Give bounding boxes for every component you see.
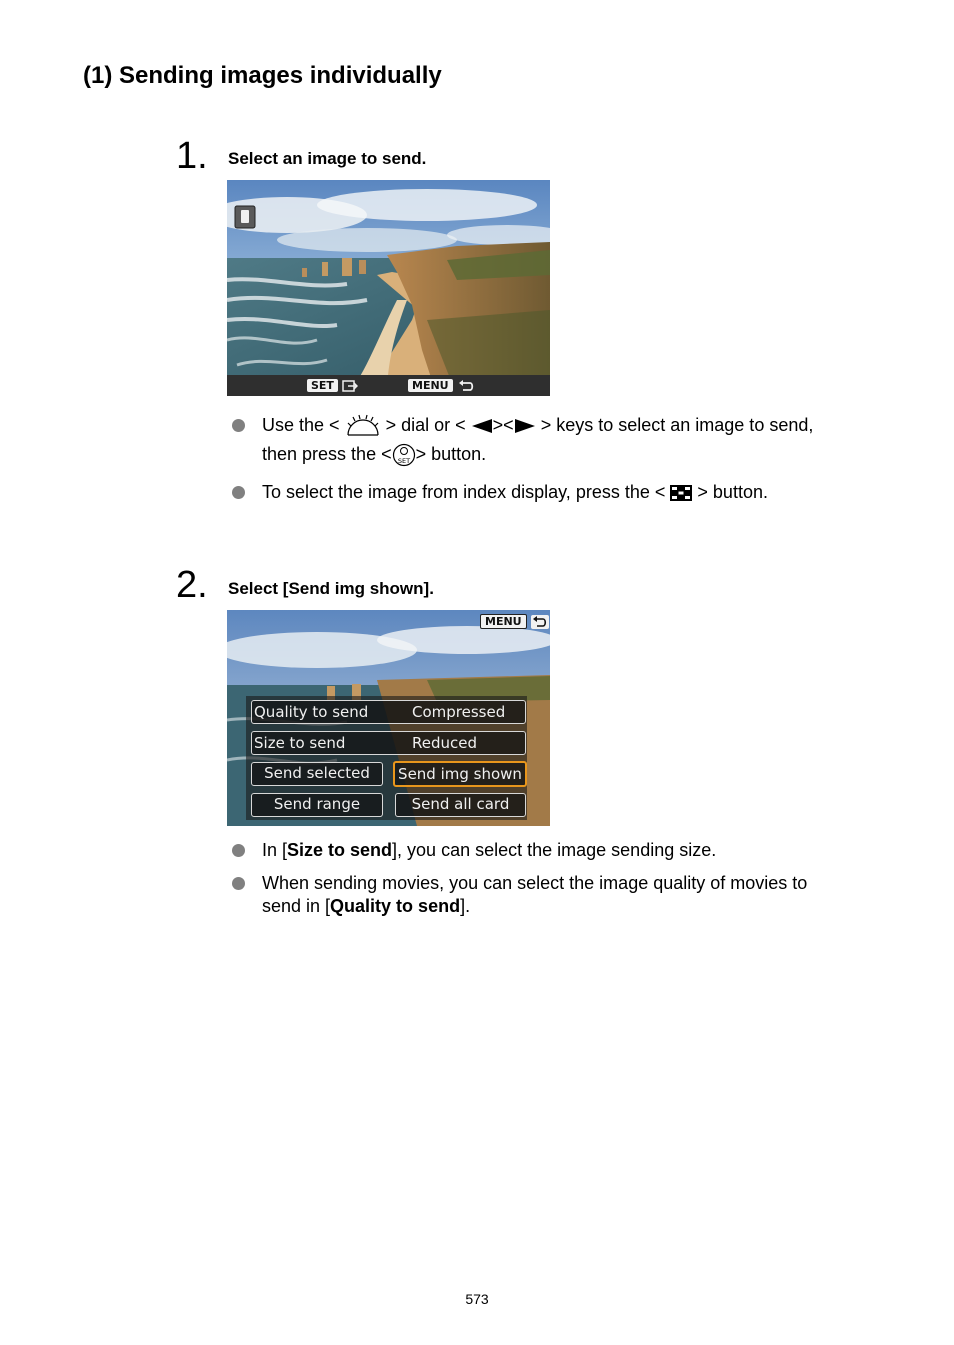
text-emphasis: Size to send bbox=[287, 840, 393, 860]
bullet-marker bbox=[232, 419, 245, 432]
text-segment: To select the image from index display, press the < bbox=[262, 482, 666, 502]
text-emphasis: Quality to send bbox=[330, 896, 461, 916]
return-icon bbox=[531, 615, 549, 629]
step-1-bullet-1-line-2 bbox=[262, 440, 486, 469]
right-arrow-key-icon bbox=[514, 418, 536, 434]
size-to-send-button[interactable] bbox=[251, 731, 526, 755]
text-segment: Use the < bbox=[262, 415, 340, 435]
set-button-label: SET bbox=[307, 379, 338, 392]
size-to-send-label: Size to send bbox=[254, 734, 346, 752]
bullet-marker bbox=[232, 844, 245, 857]
text-segment: ], you can select the image sending size. bbox=[392, 840, 717, 860]
svg-text:SET: SET bbox=[397, 457, 410, 466]
bullet-marker bbox=[232, 486, 245, 499]
coastline-photo bbox=[227, 180, 550, 396]
step-1-bullet-2 bbox=[262, 478, 768, 507]
left-arrow-key-icon bbox=[471, 418, 493, 434]
step-2-bullet-2-line-1: When sending movies, you can select the image quality of movies to bbox=[262, 873, 808, 893]
main-dial-icon bbox=[345, 413, 381, 439]
text-segment: > button. bbox=[697, 482, 768, 502]
camera-screen-playback bbox=[227, 180, 550, 396]
step-2-bullet-2-line-2 bbox=[262, 895, 470, 918]
text-segment: > dial or < bbox=[385, 415, 466, 435]
text-segment: > keys to select an image to send, bbox=[540, 415, 814, 435]
set-send-indicator bbox=[307, 377, 358, 395]
text-segment: ]. bbox=[460, 896, 471, 916]
page-number: 573 bbox=[465, 1291, 489, 1307]
bullet-marker bbox=[232, 877, 245, 890]
send-range-button[interactable]: Send range bbox=[251, 793, 383, 817]
send-selected-button[interactable]: Send selected bbox=[251, 762, 383, 786]
step-1-title: Select an image to send. bbox=[228, 149, 427, 168]
return-icon bbox=[457, 379, 475, 393]
menu-back-indicator bbox=[408, 377, 475, 395]
send-img-shown-button[interactable]: Send img shown bbox=[393, 761, 527, 787]
step-1-bullet-1-line-1 bbox=[262, 411, 813, 440]
index-display-icon bbox=[670, 485, 692, 501]
step-2-bullet-1 bbox=[262, 839, 716, 862]
menu-button-label: MENU bbox=[480, 614, 527, 629]
menu-back-indicator bbox=[480, 613, 549, 631]
camera-screen-send-menu bbox=[227, 610, 550, 826]
text-segment: >< bbox=[492, 415, 514, 435]
step-2-title: Select [Send img shown]. bbox=[228, 579, 434, 598]
quality-to-send-label: Quality to send bbox=[254, 703, 369, 721]
set-button-icon bbox=[392, 443, 416, 467]
text-segment: In [ bbox=[262, 840, 288, 860]
quality-to-send-value: Compressed bbox=[412, 703, 506, 721]
menu-button-label: MENU bbox=[408, 379, 453, 392]
text-segment: then press the < bbox=[262, 444, 392, 464]
quality-to-send-button[interactable] bbox=[251, 700, 526, 724]
step-1-number: 1. bbox=[176, 135, 208, 177]
step-2-number: 2. bbox=[176, 564, 208, 606]
size-to-send-value: Reduced bbox=[412, 734, 478, 752]
send-icon bbox=[342, 379, 358, 393]
text-segment: send in [ bbox=[262, 896, 331, 916]
send-all-card-button[interactable]: Send all card bbox=[395, 793, 526, 817]
section-heading: (1) Sending images individually bbox=[83, 62, 442, 89]
text-segment: > button. bbox=[415, 444, 487, 464]
